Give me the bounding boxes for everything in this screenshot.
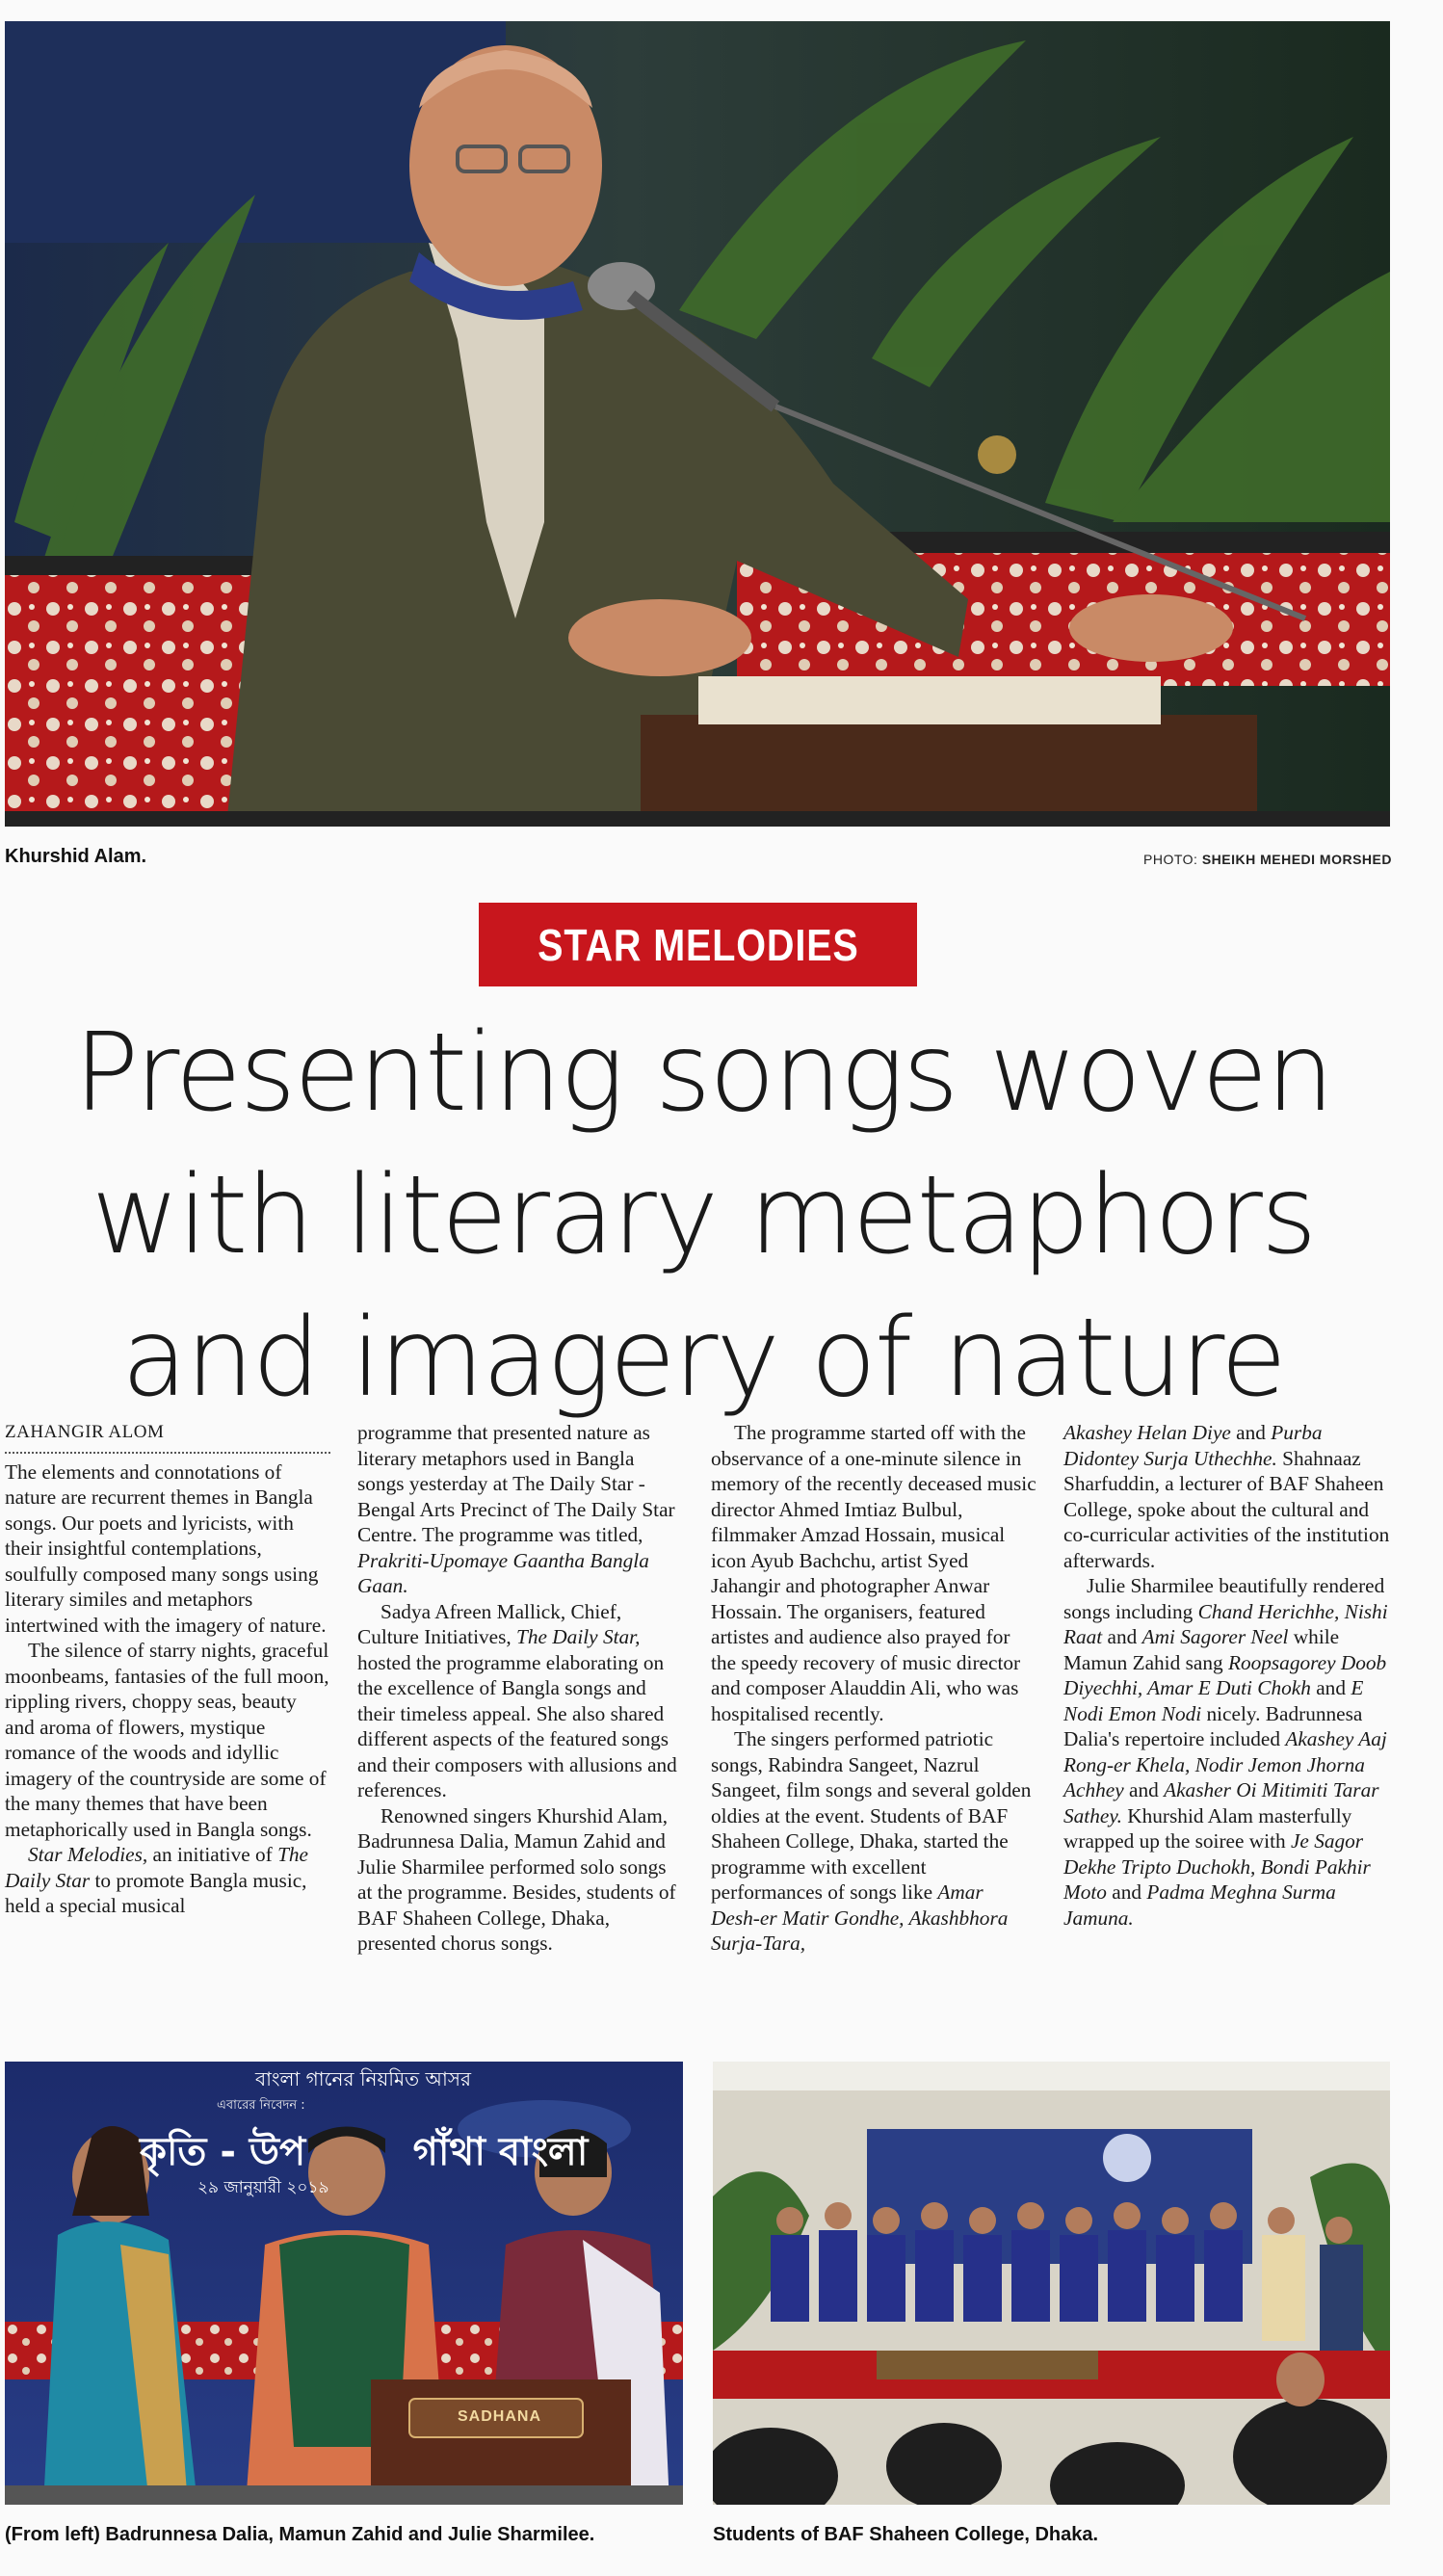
section-kicker-label: STAR MELODIES xyxy=(537,919,859,970)
top-photo-khurshid-alam xyxy=(5,21,1390,827)
bottom-right-photo-caption: Students of BAF Shaheen College, Dhaka. xyxy=(713,2524,1099,2545)
photo-credit-name: SHEIKH MEHEDI MORSHED xyxy=(1201,852,1392,867)
headline-line-1: Presenting songs woven xyxy=(73,1011,1333,1136)
paragraph: Julie Sharmilee beautifully rendered songs including Chand Herichhe, Nishi Raat and Ami Sagorer Neel while Mamun Zahid sang Roopsagorey Doob Diyechhi, Amar E Duti Chokh and E Nodi Emon Nodi nicely. Badrunnesa Dalia's repertoire included Akashey Aaj Rong-er Khela, Nodir Jemon Jhorna Achhey and Akasher Oi Mitimiti Tarar Sathey. Khurshid Alam masterfully wrapped up the soiree with Je Sagor Dekhe Tripto Duchokh, Bondi Pakhir Moto and Padma Meghna Surma Jamuna. xyxy=(1063,1574,1388,1930)
paragraph: The silence of starry nights, graceful moonbeams, fantasies of the full moon, rippling rivers, choppy seas, beauty and aroma of flowers, mystique romance of the woods and idyllic imagery of the countryside are some of the many themes that have been metaphorically used in Bangla songs. xyxy=(5,1639,329,1841)
paragraph: The programme started off with the observance of a one-minute silence in memory of the recently deceased music director Ahmed Imtiaz Bulbul, filmmaker Amzad Hossain, musical icon Ayub Bachchu, artist Syed Jahangir and photographer Anwar Hossain. The organisers, featured artistes and audience also prayed for the speedy recovery of music director and composer Alauddin Ali, who was hospitalised recently. xyxy=(711,1421,1036,1725)
article-headline xyxy=(0,1002,1406,1430)
section-kicker xyxy=(479,903,917,986)
photo-credit-prefix: PHOTO: xyxy=(1143,852,1198,867)
top-photo-credit xyxy=(1143,852,1392,867)
article-column-3 xyxy=(711,1420,1036,1957)
bottom-left-photo-caption: (From left) Badrunnesa Dalia, Mamun Zahid and Julie Sharmilee. xyxy=(5,2524,595,2545)
banner-line-2: এবারের নিবেদন : xyxy=(217,2098,305,2113)
bottom-right-photo-students xyxy=(713,2062,1390,2505)
paragraph: Star Melodies, an initiative of The Daily Star to promote Bangla music, held a special musical xyxy=(5,1843,309,1917)
headline-line-2: with literary metaphors xyxy=(91,1153,1316,1278)
article-column-2 xyxy=(357,1420,683,1957)
top-photo-caption: Khurshid Alam. xyxy=(5,846,147,867)
paragraph: Sadya Afreen Mallick, Chief, Culture Initiatives, The Daily Star, hosted the programme elaborating on the excellence of Bangla songs and their timeless appeal. She also shared different aspects of the featured songs and their composers with allusions and references. xyxy=(357,1599,677,1801)
headline-line-3: and imagery of nature xyxy=(121,1296,1285,1421)
banner-title: কৃতি - উপ গাঁথা বাংলা xyxy=(140,2130,589,2174)
article-column-1 xyxy=(5,1420,330,1919)
harmonium-brand: SADHANA xyxy=(458,2408,541,2425)
paragraph: The elements and connotations of nature are recurrent themes in Bangla songs. Our poets and lyricists, with their insightful contemplations, soulfully composed many songs using literary similes and metaphors intertwined with the imagery of nature. xyxy=(5,1459,327,1637)
paragraph: programme that presented nature as literary metaphors used in Bangla songs yesterday at The Daily Star - Bengal Arts Precinct of The Daily Star Centre. The programme was titled, Prakriti-Upomaye Gaantha Bangla Gaan. xyxy=(357,1421,675,1597)
paragraph: Akashey Helan Diye and Purba Didontey Surja Uthechhe. Shahnaaz Sharfuddin, a lecturer of BAF Shaheen College, spoke about the cultural and co-curricular activities of the institution afterwards. xyxy=(1063,1421,1390,1572)
article-column-4 xyxy=(1063,1420,1391,1931)
banner-date: ২৯ জানুয়ারী ২০১৯ xyxy=(197,2178,329,2197)
banner-line-1: বাংলা গানের নিয়মিত আসর xyxy=(255,2067,472,2090)
byline: ZAHANGIR ALOM xyxy=(5,1420,330,1454)
paragraph: The singers performed patriotic songs, Rabindra Sangeet, Nazrul Sangeet, film songs and several golden oldies at the event. Students of BAF Shaheen College, Dhaka, started the programme with excellent performances of songs like Amar Desh-er Matir Gondhe, Akashbhora Surja-Tara, xyxy=(711,1727,1032,1955)
paragraph: Renowned singers Khurshid Alam, Badrunnesa Dalia, Mamun Zahid and Julie Sharmilee performed solo songs at the programme. Besides, students of BAF Shaheen College, Dhaka, presented chorus songs. xyxy=(357,1803,676,1955)
bottom-left-photo-soloists xyxy=(5,2062,683,2505)
